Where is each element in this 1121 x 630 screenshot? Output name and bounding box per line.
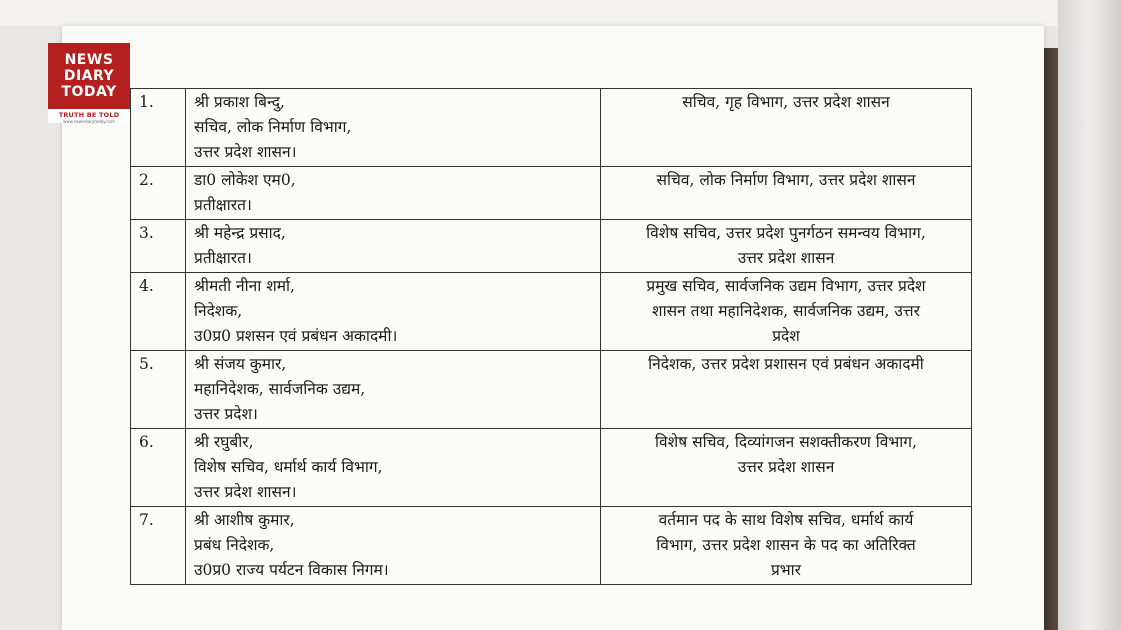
- officer-line: श्री आशीष कुमार,: [194, 511, 295, 529]
- officer-line: उत्तर प्रदेश शासन।: [194, 143, 297, 161]
- logo-line-1: NEWS: [64, 52, 114, 68]
- officer-current-post: [186, 89, 601, 167]
- officer-line: श्री रघुबीर,: [194, 433, 254, 451]
- posting-line: उत्तर प्रदेश शासन: [737, 458, 835, 476]
- serial-number: 4.: [131, 273, 186, 351]
- officer-line: उत्तर प्रदेश।: [194, 405, 258, 423]
- logo-url: www.newsdiarytoday.com: [63, 119, 115, 124]
- table-row: [131, 429, 972, 507]
- logo-line-2: DIARY: [63, 68, 115, 84]
- officer-line: डा0 लोकेश एम0,: [194, 171, 296, 189]
- posting-line: विशेष सचिव, उत्तर प्रदेश पुनर्गठन समन्वय विभाग,: [646, 224, 926, 242]
- officer-current-post: [186, 507, 601, 585]
- officer-current-post: [186, 167, 601, 220]
- new-posting: [601, 351, 972, 429]
- officer-line: उ0प्र0 राज्य पर्यटन विकास निगम।: [194, 561, 389, 579]
- officer-line: प्रतीक्षारत।: [194, 249, 252, 267]
- new-posting: [601, 167, 972, 220]
- posting-line: सचिव, लोक निर्माण विभाग, उत्तर प्रदेश शासन: [656, 171, 916, 189]
- background-right: [1058, 0, 1121, 630]
- new-posting: [601, 220, 972, 273]
- table-row: [131, 273, 972, 351]
- officer-line: सचिव, लोक निर्माण विभाग,: [194, 118, 352, 136]
- posting-line: शासन तथा महानिदेशक, सार्वजनिक उद्यम, उत्तर: [652, 302, 920, 320]
- table-row: [131, 220, 972, 273]
- officer-current-post: [186, 220, 601, 273]
- posting-line: विभाग, उत्तर प्रदेश शासन के पद का अतिरिक्त: [656, 536, 916, 554]
- officer-line: उत्तर प्रदेश शासन।: [194, 483, 297, 501]
- serial-number: 7.: [131, 507, 186, 585]
- posting-line: निदेशक, उत्तर प्रदेश प्रशासन एवं प्रबंधन अकादमी: [648, 355, 924, 373]
- serial-number: 6.: [131, 429, 186, 507]
- officer-line: विशेष सचिव, धर्मार्थ कार्य विभाग,: [194, 458, 383, 476]
- serial-number: 3.: [131, 220, 186, 273]
- officer-line: प्रतीक्षारत।: [194, 196, 252, 214]
- table-body: [131, 89, 972, 585]
- officer-line: प्रबंध निदेशक,: [194, 536, 275, 554]
- officer-current-post: [186, 351, 601, 429]
- posting-line: सचिव, गृह विभाग, उत्तर प्रदेश शासन: [682, 93, 890, 111]
- posting-line: प्रमुख सचिव, सार्वजनिक उद्यम विभाग, उत्तर प्रदेश: [646, 277, 926, 295]
- serial-number: 2.: [131, 167, 186, 220]
- new-posting: [601, 273, 972, 351]
- posting-line: उत्तर प्रदेश शासन: [737, 249, 835, 267]
- table-row: [131, 167, 972, 220]
- logo-mark: [48, 43, 130, 109]
- officer-line: श्री प्रकाश बिन्दु,: [194, 93, 285, 111]
- table-row: [131, 507, 972, 585]
- posting-line: प्रभार: [770, 561, 802, 579]
- posting-line: वर्तमान पद के साथ विशेष सचिव, धर्मार्थ कार्य: [658, 511, 914, 529]
- logo-tagline: TRUTH BE TOLD: [58, 111, 120, 119]
- table-row: [131, 89, 972, 167]
- news-diary-today-logo: [48, 43, 130, 123]
- posting-line: प्रदेश: [772, 327, 800, 345]
- serial-number: 1.: [131, 89, 186, 167]
- logo-line-3: TODAY: [61, 84, 117, 100]
- officer-line: महानिदेशक, सार्वजनिक उद्यम,: [194, 380, 366, 398]
- new-posting: [601, 429, 972, 507]
- officer-current-post: [186, 273, 601, 351]
- officer-line: श्रीमती नीना शर्मा,: [194, 277, 295, 295]
- officer-line: श्री संजय कुमार,: [194, 355, 287, 373]
- posting-line: विशेष सचिव, दिव्यांगजन सशक्तीकरण विभाग,: [655, 433, 917, 451]
- transfer-orders-table: [130, 88, 972, 585]
- serial-number: 5.: [131, 351, 186, 429]
- officer-line: निदेशक,: [194, 302, 243, 320]
- table-row: [131, 351, 972, 429]
- background-top: [0, 0, 1121, 26]
- officer-line: उ0प्र0 प्रशसन एवं प्रबंधन अकादमी।: [194, 327, 398, 345]
- new-posting: [601, 89, 972, 167]
- officer-line: श्री महेन्द्र प्रसाद,: [194, 224, 286, 242]
- new-posting: [601, 507, 972, 585]
- officer-current-post: [186, 429, 601, 507]
